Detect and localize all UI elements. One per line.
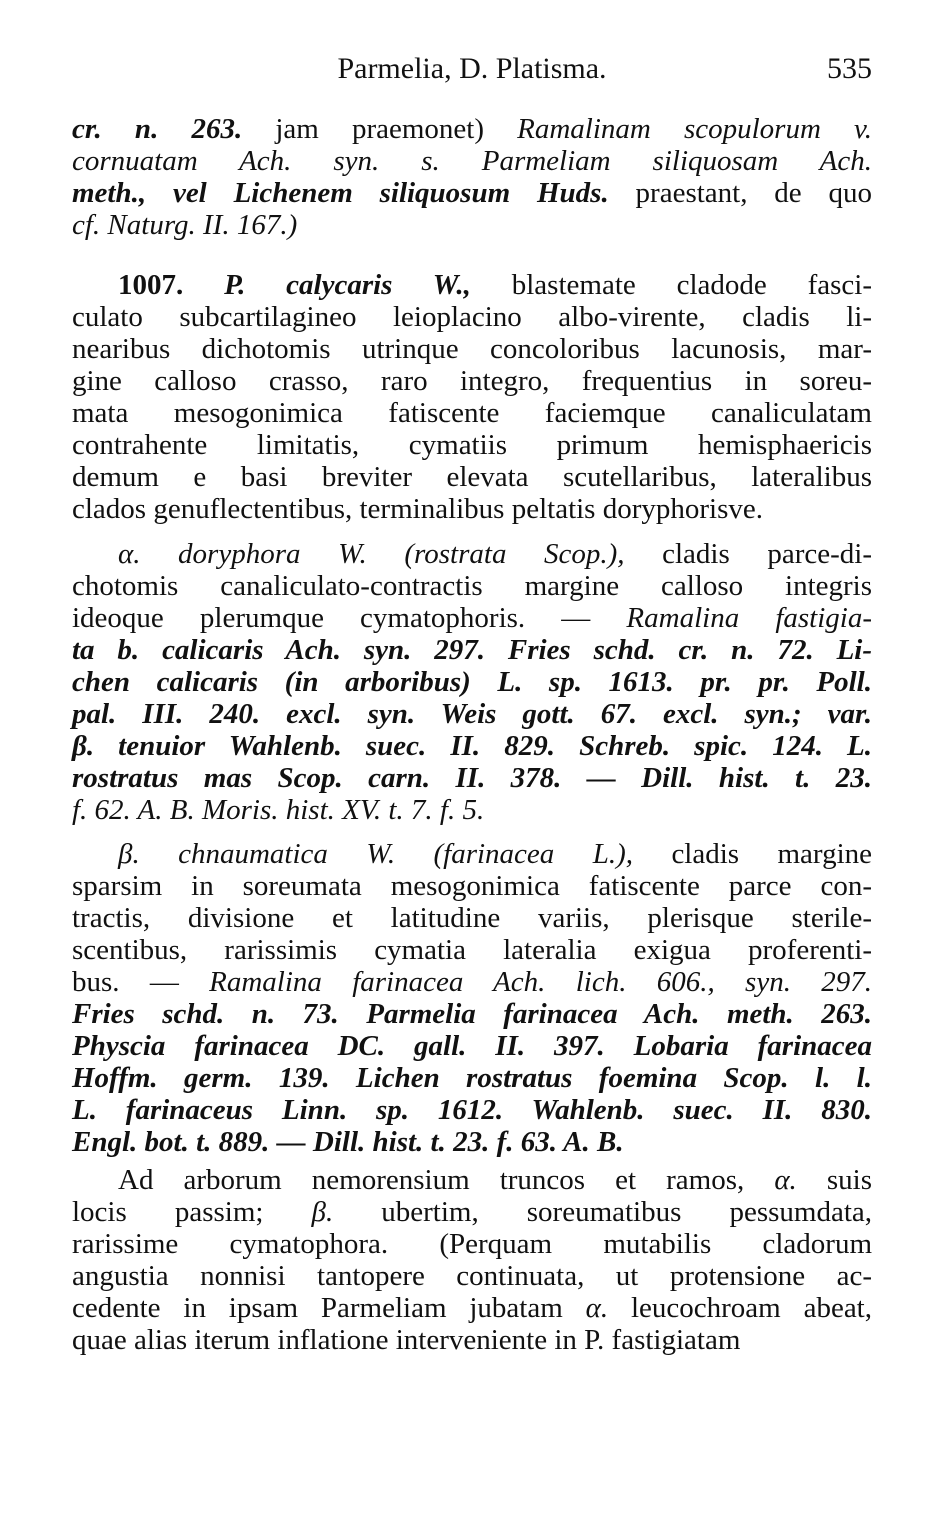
text-segment: meth., vel Lichenem siliquosum Huds. <box>72 177 636 209</box>
text-segment: Ad arborum nemorensium truncos et ramos, <box>118 1164 775 1196</box>
text-line <box>72 429 872 461</box>
text-line <box>72 301 872 333</box>
text-segment: nearibus dichotomis utrinque concoloribus lacunosis, mar- <box>72 333 872 365</box>
text-line <box>72 397 872 429</box>
text-segment: β. tenuior Wahlenb. suec. II. 829. Schreb. spic. 124. L. <box>72 730 872 762</box>
text-segment: pal. III. 240. excl. syn. Weis gott. 67. excl. syn.; var. <box>72 698 872 730</box>
text-segment: L. farinaceus Linn. sp. 1612. Wahlenb. suec. II. 830. <box>72 1094 872 1126</box>
text-segment: rarissime cymatophora. (Perquam mutabilis cladorum <box>72 1228 872 1260</box>
text-segment: Engl. bot. t. 889. — Dill. hist. t. 23. f. 63. A. B. <box>72 1126 624 1158</box>
text-line <box>72 493 872 525</box>
text-segment: bus. — <box>72 966 210 998</box>
text-segment: scentibus, rarissimis cymatia lateralia exigua proferenti- <box>72 934 872 966</box>
text-segment: rostratus mas Scop. carn. II. 378. — Dill. hist. t. 23. <box>72 762 872 794</box>
text-segment: α. <box>585 1292 631 1324</box>
text-segment: cladis parce-di- <box>662 538 872 570</box>
text-segment: Physcia farinacea DC. gall. II. 397. Lobaria farinacea <box>72 1030 872 1062</box>
text-line <box>72 145 872 177</box>
text-segment: jam praemonet) <box>275 113 518 145</box>
text-segment: ta b. calicaris Ach. syn. 297. Fries schd. cr. n. 72. Li- <box>72 634 872 666</box>
text-line <box>72 1062 872 1094</box>
text-segment: P. calycaris W., <box>224 269 512 301</box>
text-line <box>72 934 872 966</box>
text-segment: β. chnaumatica W. (farinacea L.), <box>118 838 672 870</box>
text-line <box>72 1260 872 1292</box>
text-segment: suis <box>826 1164 872 1196</box>
text-segment: leucochroam abeat, <box>630 1292 872 1324</box>
text-line <box>72 538 872 570</box>
text-segment: contrahente limitatis, cymatiis primum hemisphaericis <box>72 429 872 461</box>
text-line <box>72 461 872 493</box>
text-line <box>72 1164 872 1196</box>
text-line <box>72 269 872 301</box>
intro-paragraph <box>72 113 872 241</box>
text-segment: 1007. <box>118 269 225 301</box>
text-segment: cornuatam Ach. syn. s. Parmeliam siliquosam Ach. <box>72 145 872 177</box>
text-segment: tractis, divisione et latitudine variis, plerisque sterile- <box>72 902 872 934</box>
text-segment: praestant, de quo <box>635 177 872 209</box>
text-segment: cf. Naturg. II. 167.) <box>72 209 298 241</box>
text-segment: mata mesogonimica fatiscente faciemque canaliculatam <box>72 397 872 429</box>
species-1007-paragraph <box>72 269 872 525</box>
text-line <box>72 1030 872 1062</box>
text-line <box>72 1228 872 1260</box>
text-line <box>72 762 872 794</box>
text-segment: demum e basi breviter elevata scutellaribus, lateralibus <box>72 461 872 493</box>
variety-beta-paragraph <box>72 838 872 1158</box>
text-line <box>72 333 872 365</box>
text-segment: chen calicaris (in arboribus) L. sp. 1613. pr. pr. Poll. <box>72 666 872 698</box>
text-segment: chotomis canaliculato-contractis margine calloso integris <box>72 570 872 602</box>
text-segment: α. <box>774 1164 827 1196</box>
text-segment: f. 62. A. B. Moris. hist. XV. t. 7. f. 5. <box>72 794 485 826</box>
running-header <box>72 52 872 92</box>
text-line <box>72 1292 872 1324</box>
text-line <box>72 966 872 998</box>
text-line <box>72 602 872 634</box>
text-line <box>72 666 872 698</box>
text-segment: gine calloso crasso, raro integro, frequentius in soreu- <box>72 365 872 397</box>
text-segment: cr. n. 263. <box>72 113 276 145</box>
text-line <box>72 902 872 934</box>
text-line <box>72 1126 872 1158</box>
text-segment: cedente in ipsam Parmeliam jubatam <box>72 1292 586 1324</box>
text-line <box>72 634 872 666</box>
text-segment: Ramalina farinacea Ach. lich. 606., syn. 297. <box>209 966 872 998</box>
text-line <box>72 113 872 145</box>
text-segment: blastemate cladode fasci- <box>511 269 872 301</box>
text-segment: culato subcartilagineo leioplacino albo-virente, cladis li- <box>72 301 872 333</box>
text-line <box>72 794 872 826</box>
text-segment: ideoque plerumque cymatophoris. — <box>72 602 627 634</box>
text-line <box>72 730 872 762</box>
text-line <box>72 838 872 870</box>
text-line <box>72 177 872 209</box>
text-segment: quae alias iterum inflatione interveniente in P. fastigiatam <box>72 1324 741 1356</box>
text-line <box>72 998 872 1030</box>
text-line <box>72 1094 872 1126</box>
text-line <box>72 1196 872 1228</box>
text-segment: Ramalinam scopulorum v. <box>517 113 873 145</box>
text-line <box>72 1324 872 1356</box>
text-segment: angustia nonnisi tantopere continuata, ut protensione ac- <box>72 1260 872 1292</box>
text-line <box>72 870 872 902</box>
text-segment: Fries schd. n. 73. Parmelia farinacea Ach. meth. 263. <box>72 998 872 1030</box>
habitat-paragraph <box>72 1164 872 1356</box>
text-line <box>72 209 872 241</box>
text-segment: locis passim; <box>72 1196 312 1228</box>
text-line <box>72 365 872 397</box>
text-segment: β. <box>311 1196 382 1228</box>
text-segment: cladis margine <box>671 838 872 870</box>
page-number: 535 <box>827 52 872 85</box>
text-segment: Hoffm. germ. 139. Lichen rostratus foemina Scop. l. l. <box>72 1062 872 1094</box>
text-line <box>72 570 872 602</box>
text-segment: clados genuflectentibus, terminalibus peltatis doryphorisve. <box>72 493 764 525</box>
text-segment: sparsim in soreumata mesogonimica fatiscente parce con- <box>72 870 872 902</box>
text-line <box>72 698 872 730</box>
running-title: Parmelia, D. Platisma. <box>337 52 607 85</box>
text-segment: α. doryphora W. (rostrata Scop.), <box>118 538 663 570</box>
variety-alpha-paragraph <box>72 538 872 826</box>
text-segment: ubertim, soreumatibus pessumdata, <box>381 1196 872 1228</box>
text-segment: Ramalina fastigia- <box>626 602 872 634</box>
